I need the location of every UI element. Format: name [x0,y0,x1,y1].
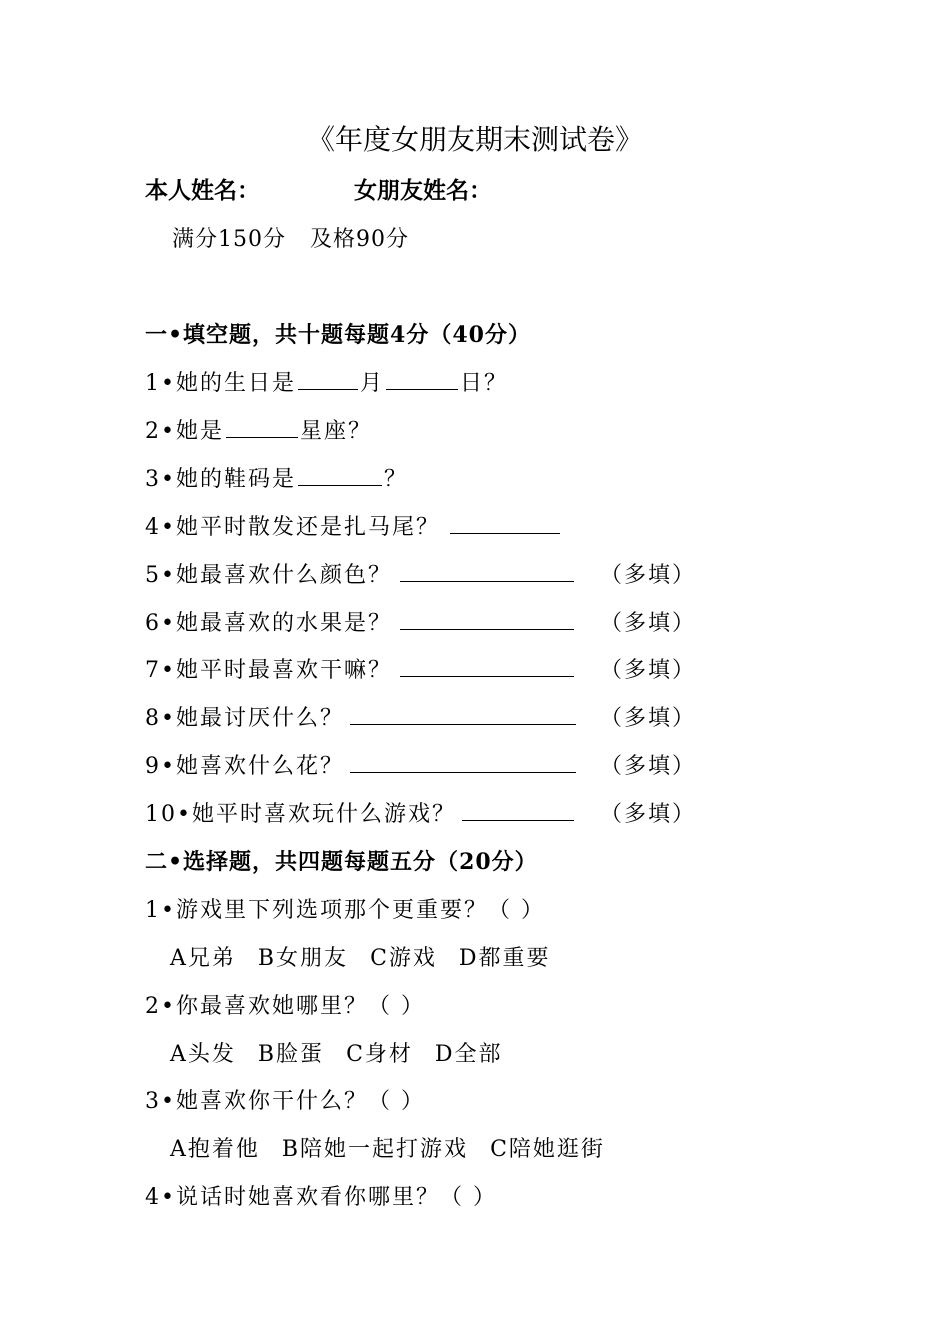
hobby-blank[interactable] [400,656,574,677]
option-b[interactable]: B陪她一起打游戏 [281,1137,469,1162]
option-d[interactable]: D全部 [434,1042,503,1067]
fill-question-4 [145,510,562,541]
option-c[interactable]: C身材 [346,1042,413,1067]
option-c[interactable]: C游戏 [370,946,437,971]
shoe-size-blank[interactable] [298,465,382,486]
full-score: 满分150分 [172,227,286,252]
q2-text-b: 星座？ [299,419,372,444]
q5-text-a: 5•她最喜欢什么颜色？ [145,563,392,588]
option-b[interactable]: B女朋友 [257,946,349,971]
name-fields [145,172,492,205]
q1-text-b: 月 [359,371,384,396]
color-blank[interactable] [400,561,574,582]
q10-text-a: 10•她平时喜欢玩什么游戏？ [145,802,456,827]
choice-question-4: 4•说话时她喜欢看你哪里？（ ） [145,1185,497,1210]
option-a[interactable]: A头发 [170,1042,236,1067]
option-c[interactable]: C陪她逛街 [490,1137,605,1162]
q8-multi-note: （多填） [600,706,697,731]
hairstyle-blank[interactable] [450,513,560,534]
fruit-blank[interactable] [400,609,574,630]
fill-question-5 [145,558,576,589]
pass-score: 及格90分 [310,227,409,252]
fill-question-7 [145,653,576,684]
q1-text-a: 1•她的生日是 [145,371,296,396]
q4-text-a: 4•她平时散发还是扎马尾？ [145,515,440,540]
section2-heading: 二•选择题，共四题每题五分（20分） [145,849,538,875]
choice-question-1: 1•游戏里下列选项那个更重要？（ ） [145,898,545,923]
choice-options-2 [170,1037,503,1068]
choice-question-2: 2•你最喜欢她哪里？（ ） [145,994,425,1019]
fill-question-9 [145,749,578,780]
q6-multi-note: （多填） [600,611,697,636]
fill-question-6 [145,606,576,637]
q3-text-a: 3•她的鞋码是 [145,467,296,492]
day-blank[interactable] [386,369,458,390]
dislike-blank[interactable] [350,704,576,725]
fill-question-10 [145,797,576,828]
q7-multi-note: （多填） [600,658,697,683]
q7-text-a: 7•她平时最喜欢干嘛？ [145,658,392,683]
choice-options-3 [170,1132,605,1163]
option-d[interactable]: D都重要 [458,946,551,971]
fill-question-8 [145,701,578,732]
score-info [172,222,409,253]
fill-question-3 [145,462,408,493]
q9-multi-note: （多填） [600,754,697,779]
option-b[interactable]: B脸蛋 [257,1042,325,1067]
choice-options-1 [170,941,551,972]
q3-text-b: ？ [383,467,408,492]
option-a[interactable]: A抱着他 [170,1137,260,1162]
q5-multi-note: （多填） [600,563,697,588]
option-a[interactable]: A兄弟 [170,946,236,971]
fill-question-2 [145,414,372,445]
month-blank[interactable] [298,369,358,390]
q9-text-a: 9•她喜欢什么花？ [145,754,344,779]
section1-heading: 一•填空题，共十题每题4分（40分） [145,322,531,348]
q6-text-a: 6•她最喜欢的水果是？ [145,611,392,636]
choice-question-3: 3•她喜欢你干什么？（ ） [145,1089,425,1114]
q8-text-a: 8•她最讨厌什么？ [145,706,344,731]
game-blank[interactable] [462,800,574,821]
self-name-label: 本人姓名： [145,177,260,204]
zodiac-blank[interactable] [226,417,298,438]
q1-text-c: 日？ [460,371,509,396]
q2-text-a: 2•她是 [145,419,224,444]
fill-question-1 [145,366,508,397]
gf-name-label: 女朋友姓名： [354,177,492,204]
flower-blank[interactable] [350,752,576,773]
q10-multi-note: （多填） [600,802,697,827]
page-title: 《年度女朋友期末测试卷》 [306,123,643,156]
